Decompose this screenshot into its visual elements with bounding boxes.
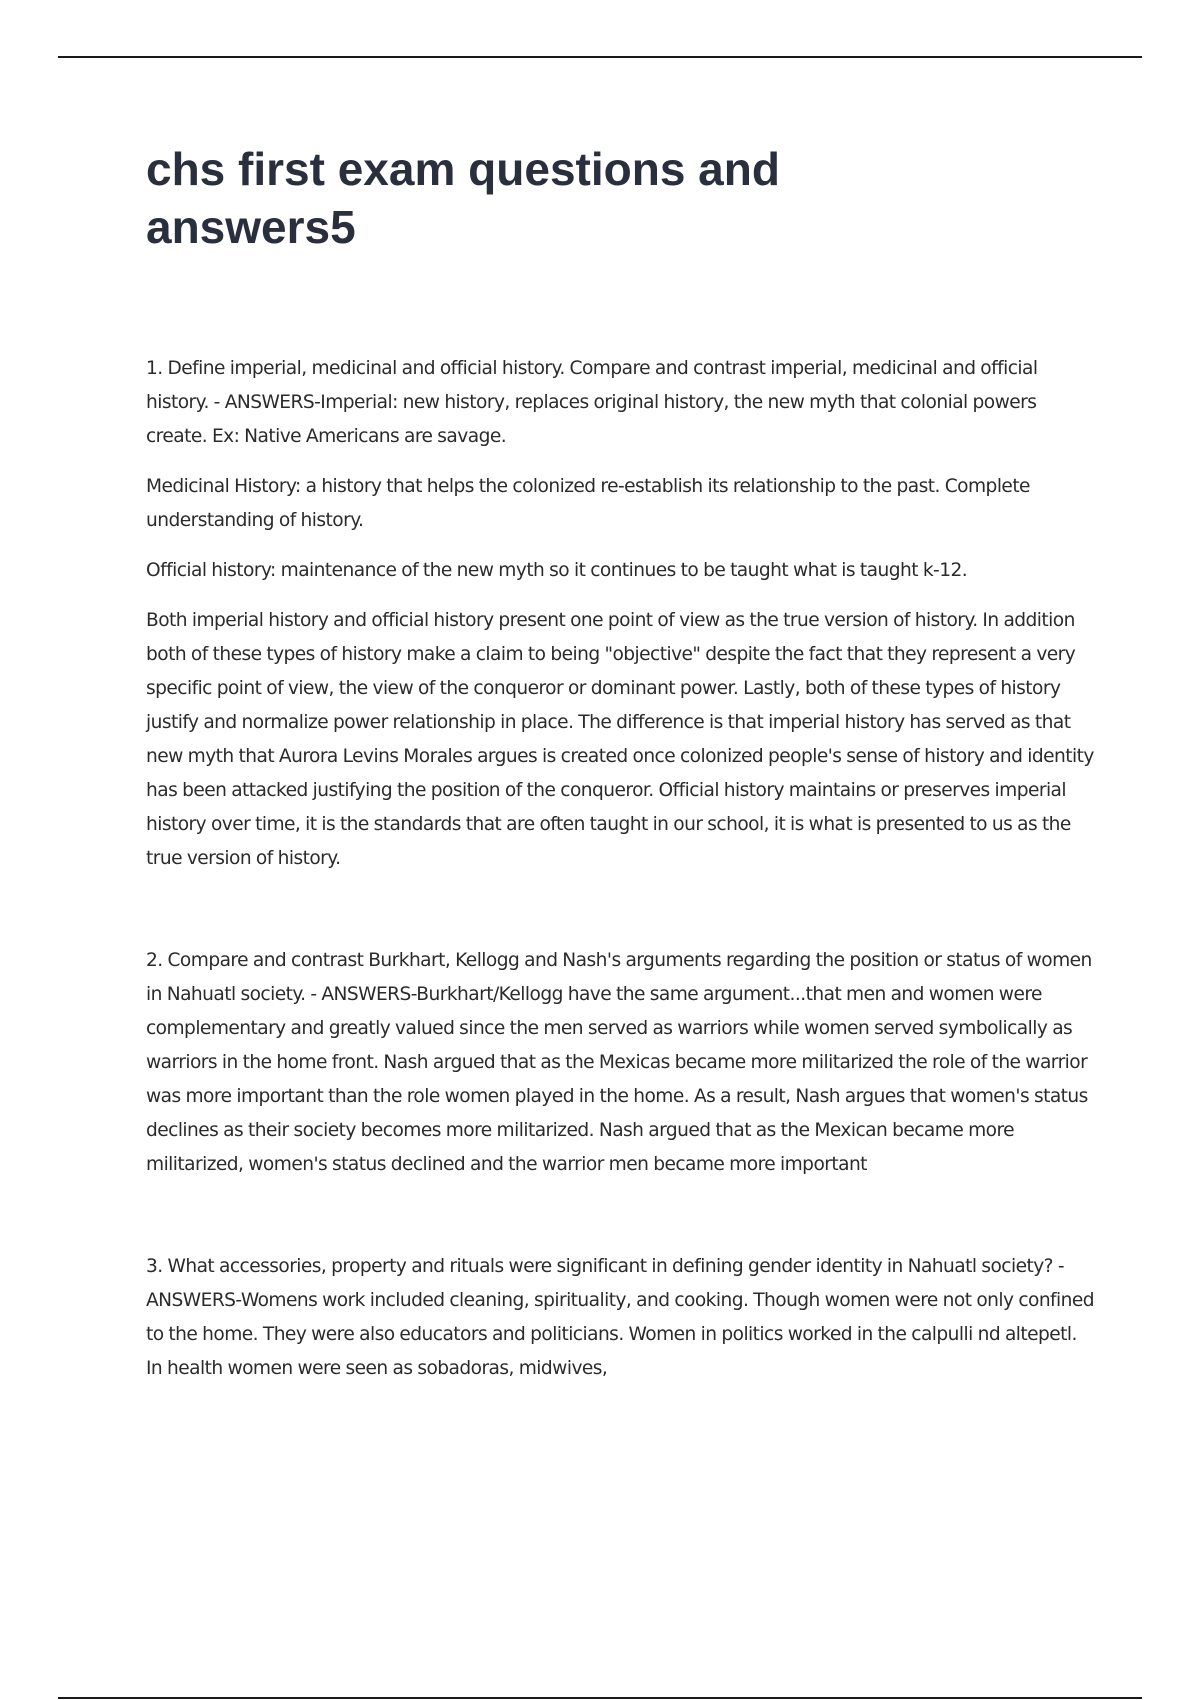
question-1-prompt-answer: 1. Define imperial, medicinal and official history. Compare and contrast imperial, medicinal and official history. - ANSWERS-Imperial: new history, replaces original history, the new myth that colonial powers create. Ex: Native Americans are savage. bbox=[146, 358, 1038, 447]
question-3-prompt-answer: 3. What accessories, property and rituals were significant in defining gender identity in Nahuatl society? - ANSWERS-Womens work included cleaning, spirituality, and cooking. Though women were not only confined to the home. They were also educators and politicians. Women in politics worked in the calpulli nd altepetl. In health women were seen as sobadoras, midwives, bbox=[146, 1256, 1095, 1379]
comparison-paragraph: Both imperial history and official history present one point of view as the true version of history. In addition both of these types of history make a claim to being "objective" despite the fact that they represent a very specific point of view, the view of the conqueror or dominant power. Lastly, both of these types of history justify and normalize power relationship in place. The difference is that imperial history has served as that new myth that Aurora Levins Morales argues is created once colonized people's sense of history and identity has been attacked justifying the position of the conqueror. Official history maintains or preserves imperial history over time, it is the standards that are often taught in our school, it is what is presented to us as the true version of history. bbox=[146, 610, 1094, 869]
document-body bbox=[146, 140, 1096, 1454]
question-2 bbox=[146, 944, 1096, 1182]
question-2-prompt-answer: 2. Compare and contrast Burkhart, Kellogg and Nash's arguments regarding the position or status of women in Nahuatl society. - ANSWERS-Burkhart/Kellogg have the same argument...that men and women were complementary and greatly valued since the men served as warriors while women served symbolically as warriors in the home front. Nash argued that as the Mexicas became more militarized the role of the warrior was more important than the role women played in the home. As a result, Nash argues that women's status declines as their society becomes more militarized. Nash argued that as the Mexican became more militarized, women's status declined and the warrior men became more important bbox=[146, 950, 1092, 1175]
medicinal-history-paragraph: Medicinal History: a history that helps the colonized re-establish its relationship to the past. Complete understanding of history. bbox=[146, 476, 1030, 531]
question-list bbox=[146, 352, 1096, 1386]
question-1 bbox=[146, 352, 1096, 876]
question-3 bbox=[146, 1250, 1096, 1386]
official-history-paragraph: Official history: maintenance of the new myth so it continues to be taught what is taught k-12. bbox=[146, 560, 968, 581]
top-rule bbox=[58, 56, 1142, 58]
document-title: chs first exam questions and answers5 bbox=[146, 143, 780, 253]
bottom-rule bbox=[58, 1697, 1142, 1699]
